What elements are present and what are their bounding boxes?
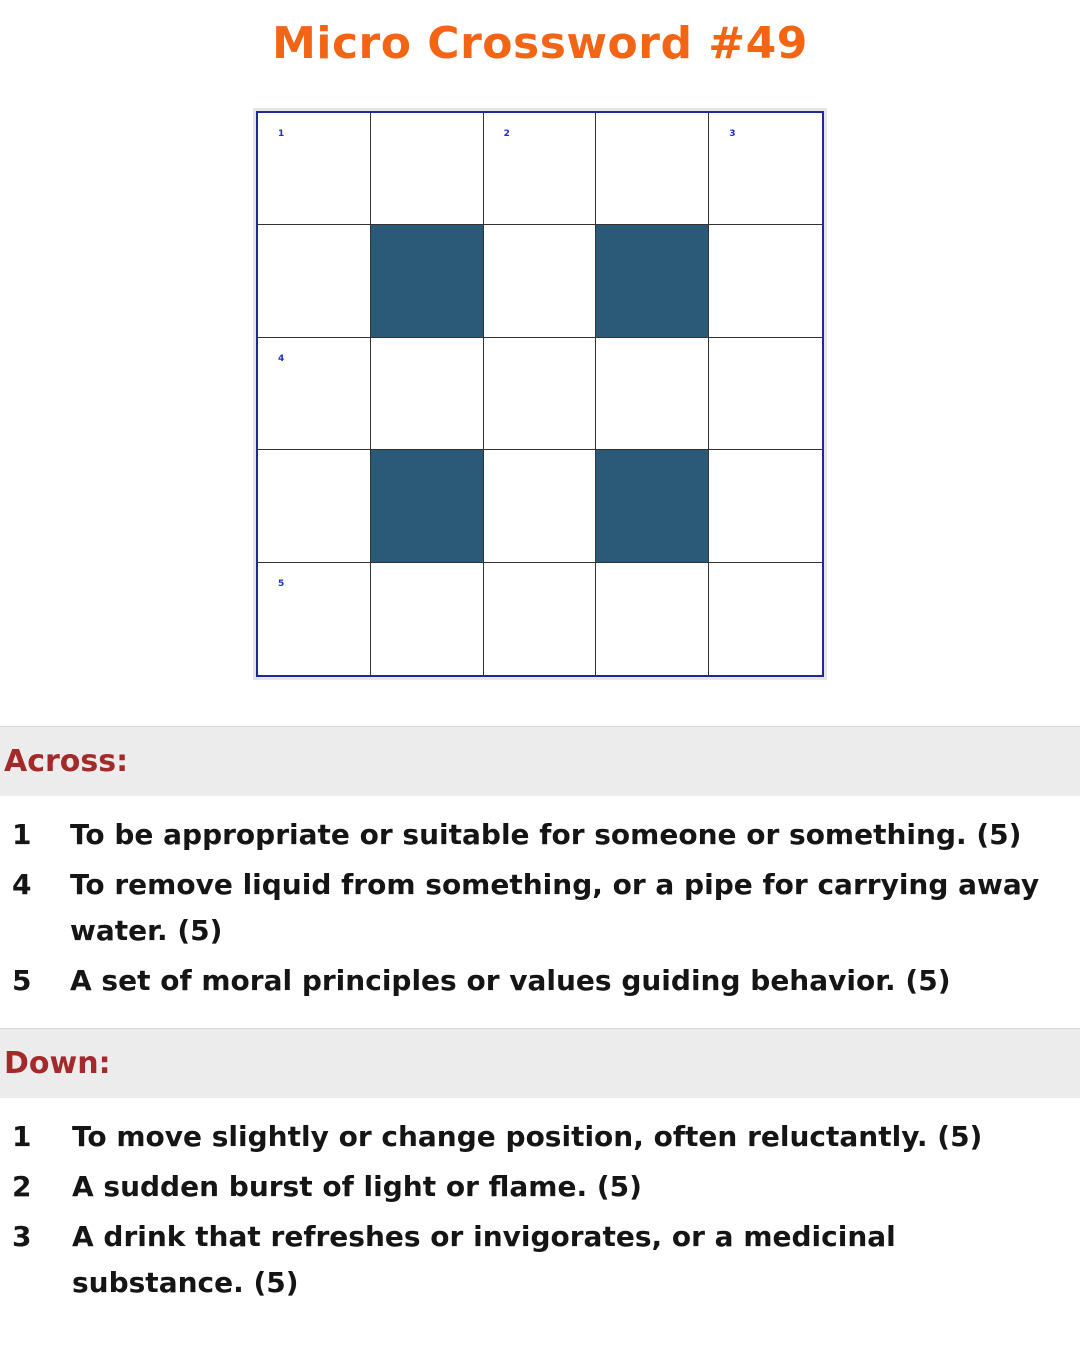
- grid-cell[interactable]: [596, 113, 709, 225]
- clue-text: To remove liquid from something, or a pipe for carrying away water. (5): [70, 868, 1040, 947]
- grid-cell[interactable]: [371, 113, 484, 225]
- grid-cell[interactable]: [258, 338, 371, 450]
- grid-cell[interactable]: [709, 113, 822, 225]
- down-clue[interactable]: [0, 1114, 1080, 1160]
- cell-number: 2: [503, 129, 510, 139]
- clue-number: 4: [12, 868, 32, 901]
- across-clue[interactable]: [0, 958, 1080, 1004]
- cell-number: 5: [278, 578, 285, 589]
- down-heading: Down:: [0, 1028, 1080, 1098]
- down-clue[interactable]: [0, 1214, 1080, 1306]
- cell-number: 4: [278, 353, 285, 364]
- grid-cell[interactable]: [709, 563, 822, 675]
- grid-cell[interactable]: [596, 563, 709, 675]
- cell-number: 1: [278, 129, 285, 139]
- clue-text: A set of moral principles or values guiding behavior. (5): [70, 964, 951, 997]
- clue-text: A drink that refreshes or invigorates, or a medicinal substance. (5): [72, 1220, 896, 1299]
- grid-cell[interactable]: [258, 113, 371, 225]
- grid-cell[interactable]: [258, 450, 371, 562]
- grid-cell[interactable]: [258, 225, 371, 337]
- puzzle-title: Micro Crossword #49: [272, 18, 808, 69]
- across-clue[interactable]: [0, 862, 1080, 954]
- across-clue[interactable]: [0, 812, 1080, 858]
- clue-text: To be appropriate or suitable for someone or something. (5): [70, 818, 1022, 851]
- grid-cell[interactable]: [484, 113, 597, 225]
- grid-cell[interactable]: [484, 338, 597, 450]
- grid-cell[interactable]: [371, 338, 484, 450]
- block-cell: [596, 225, 709, 337]
- clue-number: 2: [12, 1170, 32, 1203]
- clue-number: 5: [12, 964, 32, 997]
- grid-cell[interactable]: [484, 450, 597, 562]
- grid-cell[interactable]: [596, 338, 709, 450]
- cell-number: 3: [729, 129, 736, 139]
- down-clue-list: [0, 1114, 1080, 1310]
- grid-cell[interactable]: [484, 563, 597, 675]
- across-heading: Across:: [0, 726, 1080, 796]
- grid-cell[interactable]: [371, 563, 484, 675]
- block-cell: [371, 450, 484, 562]
- clue-number: 1: [12, 818, 32, 851]
- clue-number: 3: [12, 1220, 32, 1253]
- grid-cell[interactable]: [258, 563, 371, 675]
- across-clue-list: [0, 812, 1080, 1008]
- clue-number: 1: [12, 1120, 32, 1153]
- block-cell: [371, 225, 484, 337]
- crossword-grid-frame: [253, 108, 827, 680]
- grid-cell[interactable]: [709, 225, 822, 337]
- block-cell: [596, 450, 709, 562]
- crossword-grid: [256, 111, 824, 677]
- clue-text: To move slightly or change position, often reluctantly. (5): [72, 1120, 983, 1153]
- down-clue[interactable]: [0, 1164, 1080, 1210]
- grid-cell[interactable]: [709, 338, 822, 450]
- grid-cell[interactable]: [709, 450, 822, 562]
- grid-cell[interactable]: [484, 225, 597, 337]
- clue-text: A sudden burst of light or flame. (5): [72, 1170, 642, 1203]
